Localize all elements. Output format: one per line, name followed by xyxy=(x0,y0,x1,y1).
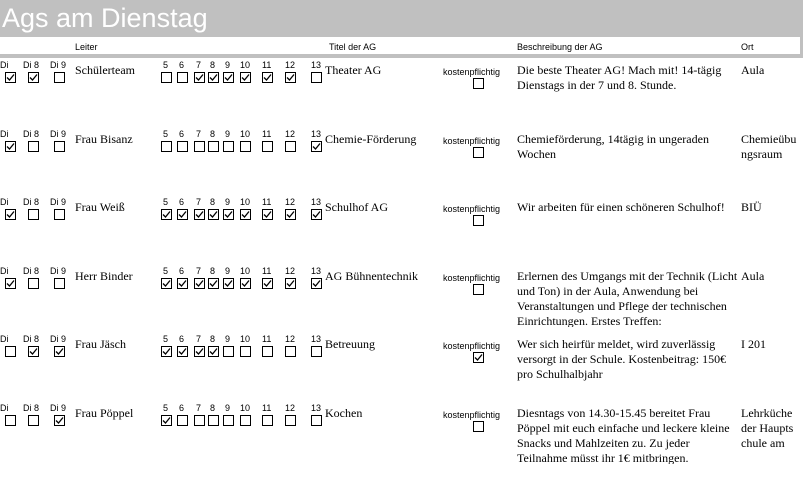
grade-checkbox[interactable] xyxy=(223,141,234,152)
grade-label: 7 xyxy=(196,197,202,207)
description-field[interactable]: Diesntags von 14.30-15.45 bereitet Frau Pöppel mit euch einfache und leckere kleine Snacks und Mahlzeiten zu. Zu jeder Teilnahme müsst ihr 1€ mitbringen. xyxy=(517,405,730,464)
grade-checkbox[interactable] xyxy=(208,72,219,83)
location-field[interactable]: Lehrküche der Hauptschule am xyxy=(741,405,794,450)
grade-checkbox[interactable] xyxy=(262,72,273,83)
cost-label: kostenpflichtig xyxy=(443,135,501,146)
cost-label: kostenpflichtig xyxy=(443,67,501,77)
grade-checkbox[interactable] xyxy=(161,141,172,152)
grade-checkbox[interactable] xyxy=(161,72,172,83)
grade-checkbox[interactable] xyxy=(285,141,296,152)
grade-label: 9 xyxy=(225,334,231,344)
grade-label: 10 xyxy=(240,334,251,344)
grade-label: 13 xyxy=(311,197,322,207)
record-row xyxy=(0,332,803,400)
day-checkbox[interactable] xyxy=(54,72,65,83)
grade-label: 12 xyxy=(285,197,296,207)
grade-checkbox[interactable] xyxy=(311,209,322,220)
grade-checkbox[interactable] xyxy=(223,278,234,289)
day-checkbox[interactable] xyxy=(28,209,39,220)
cost-label: kostenpflichtig xyxy=(443,409,501,420)
location-field[interactable]: Chemieübungsraum xyxy=(741,131,797,161)
grade-checkbox[interactable] xyxy=(161,415,172,426)
grade-checkbox[interactable] xyxy=(177,72,188,83)
grade-label: 7 xyxy=(196,265,202,276)
grade-label: 11 xyxy=(262,197,272,207)
ag-title-field[interactable]: Betreuung xyxy=(325,337,375,351)
header-title: Titel der AG xyxy=(329,42,377,52)
grade-label: 6 xyxy=(179,128,185,139)
grade-checkbox[interactable] xyxy=(285,72,296,83)
grade-checkbox[interactable] xyxy=(208,141,219,152)
day-label: Di 8 xyxy=(23,334,40,344)
day-checkbox[interactable] xyxy=(5,415,16,426)
description-field[interactable]: Wer sich heirfür meldet, wird zuverlässig versorgt in der Schule. Kostenbeitrag: 150€ pro Schulhalbjahr xyxy=(517,337,727,381)
day-label: Di xyxy=(0,60,9,70)
day-checkbox[interactable] xyxy=(28,346,39,357)
day-checkbox[interactable] xyxy=(5,209,16,220)
grade-label: 5 xyxy=(163,402,169,413)
grade-label: 11 xyxy=(262,334,272,344)
grade-label: 12 xyxy=(285,60,296,70)
cost-label: kostenpflichtig xyxy=(443,341,501,351)
day-label: Di 8 xyxy=(23,265,40,276)
grade-label: 13 xyxy=(311,265,322,276)
grade-checkbox[interactable] xyxy=(194,141,205,152)
grade-checkbox[interactable] xyxy=(262,346,273,357)
grade-checkbox[interactable] xyxy=(311,278,322,289)
day-label: Di 8 xyxy=(23,197,40,207)
day-checkbox[interactable] xyxy=(54,141,65,152)
grade-checkbox[interactable] xyxy=(208,415,219,426)
day-label: Di 8 xyxy=(23,128,40,139)
grade-label: 13 xyxy=(311,402,322,413)
day-label: Di xyxy=(0,197,9,207)
grade-label: 6 xyxy=(179,197,185,207)
leader-field[interactable]: Frau Weiß xyxy=(75,200,125,214)
grade-label: 5 xyxy=(163,334,169,344)
day-label: Di 8 xyxy=(23,402,40,413)
grade-label: 6 xyxy=(179,402,185,413)
grade-checkbox[interactable] xyxy=(262,141,273,152)
header-description: Beschreibung der AG xyxy=(517,42,603,52)
grade-label: 6 xyxy=(179,60,185,70)
day-checkbox[interactable] xyxy=(5,346,16,357)
record-row xyxy=(0,195,803,263)
day-checkbox[interactable] xyxy=(28,415,39,426)
grade-checkbox[interactable] xyxy=(177,209,188,220)
day-checkbox[interactable] xyxy=(54,415,65,426)
location-field[interactable]: Aula xyxy=(741,63,765,77)
day-label: Di 9 xyxy=(50,402,67,413)
grade-checkbox[interactable] xyxy=(311,141,322,152)
cost-checkbox[interactable] xyxy=(473,215,484,226)
grade-checkbox[interactable] xyxy=(223,209,234,220)
location-field[interactable]: I 201 xyxy=(741,337,766,351)
grade-checkbox[interactable] xyxy=(311,72,322,83)
grade-label: 6 xyxy=(179,334,185,344)
grade-checkbox[interactable] xyxy=(311,346,322,357)
cost-checkbox[interactable] xyxy=(473,284,484,295)
grade-checkbox[interactable] xyxy=(285,209,296,220)
day-checkbox[interactable] xyxy=(28,72,39,83)
grade-checkbox[interactable] xyxy=(194,346,205,357)
cost-checkbox[interactable] xyxy=(473,147,484,158)
grade-checkbox[interactable] xyxy=(194,278,205,289)
grade-checkbox[interactable] xyxy=(161,346,172,357)
grade-label: 8 xyxy=(210,265,216,276)
grade-checkbox[interactable] xyxy=(161,209,172,220)
ag-title-field[interactable]: AG Bühnentechnik xyxy=(325,268,418,283)
grade-label: 11 xyxy=(262,265,272,276)
record-row xyxy=(0,401,803,469)
grade-label: 11 xyxy=(262,402,272,413)
grade-checkbox[interactable] xyxy=(262,415,273,426)
grade-checkbox[interactable] xyxy=(161,278,172,289)
grade-label: 12 xyxy=(285,402,296,413)
description-field[interactable]: Chemieförderung, 14tägig in ungeraden Wochen xyxy=(517,131,709,161)
grade-label: 10 xyxy=(240,60,251,70)
cost-checkbox[interactable] xyxy=(473,352,484,363)
grade-label: 11 xyxy=(262,60,272,70)
grade-label: 5 xyxy=(163,197,169,207)
description-field[interactable]: Die beste Theater AG! Mach mit! 14-tägig Dienstags in der 7 und 8. Stunde. xyxy=(517,63,722,92)
cost-label: kostenpflichtig xyxy=(443,272,501,283)
day-checkbox[interactable] xyxy=(54,346,65,357)
grade-label: 13 xyxy=(311,334,322,344)
ag-title-field[interactable]: Theater AG xyxy=(325,63,382,77)
day-checkbox[interactable] xyxy=(5,72,16,83)
grade-label: 9 xyxy=(225,265,231,276)
location-field[interactable]: Aula xyxy=(741,268,765,283)
day-checkbox[interactable] xyxy=(28,141,39,152)
header-leader: Leiter xyxy=(75,42,98,52)
grade-checkbox[interactable] xyxy=(285,346,296,357)
grade-label: 13 xyxy=(311,128,322,139)
ag-title-field[interactable]: Chemie-Förderung xyxy=(325,131,417,146)
page-title: Ags am Dienstag xyxy=(2,3,208,33)
grade-checkbox[interactable] xyxy=(223,72,234,83)
grade-label: 12 xyxy=(285,128,296,139)
grade-checkbox[interactable] xyxy=(177,278,188,289)
grade-checkbox[interactable] xyxy=(223,346,234,357)
grade-checkbox[interactable] xyxy=(285,278,296,289)
grade-checkbox[interactable] xyxy=(285,415,296,426)
grade-label: 5 xyxy=(163,60,169,70)
grade-label: 12 xyxy=(285,265,296,276)
day-label: Di xyxy=(0,128,9,139)
cost-checkbox[interactable] xyxy=(473,78,484,89)
record-row xyxy=(0,264,803,332)
cost-checkbox[interactable] xyxy=(473,421,484,432)
day-label: Di 9 xyxy=(50,265,67,276)
grade-label: 9 xyxy=(225,60,231,70)
grade-checkbox[interactable] xyxy=(177,141,188,152)
grade-checkbox[interactable] xyxy=(240,278,251,289)
grade-label: 9 xyxy=(225,128,231,139)
grade-label: 7 xyxy=(196,60,202,70)
grade-label: 10 xyxy=(240,265,251,276)
grade-label: 6 xyxy=(179,265,185,276)
day-label: Di 9 xyxy=(50,128,67,139)
day-label: Di xyxy=(0,265,9,276)
grade-label: 11 xyxy=(262,128,272,139)
day-checkbox[interactable] xyxy=(5,141,16,152)
grade-checkbox[interactable] xyxy=(177,415,188,426)
grade-checkbox[interactable] xyxy=(208,209,219,220)
location-field[interactable]: BIÜ xyxy=(741,200,762,214)
grade-checkbox[interactable] xyxy=(262,209,273,220)
leader-field[interactable]: Frau Jäsch xyxy=(75,337,126,351)
grade-label: 8 xyxy=(210,402,216,413)
day-checkbox[interactable] xyxy=(5,278,16,289)
day-label: Di 9 xyxy=(50,334,67,344)
cost-label: kostenpflichtig xyxy=(443,204,501,214)
grade-checkbox[interactable] xyxy=(177,346,188,357)
grade-label: 9 xyxy=(225,197,231,207)
grade-label: 7 xyxy=(196,334,202,344)
grade-label: 8 xyxy=(210,334,216,344)
description-field[interactable]: Erlernen des Umgangs mit der Technik (Licht und Ton) in der Aula, Anwendung bei Veranstaltungen und Pflege der technischen Einrichtungen. Erstes Treffen: xyxy=(517,268,738,327)
grade-checkbox[interactable] xyxy=(240,415,251,426)
grade-checkbox[interactable] xyxy=(208,278,219,289)
day-label: Di 9 xyxy=(50,60,67,70)
ag-title-field[interactable]: Schulhof AG xyxy=(325,200,388,214)
title-bar xyxy=(0,0,803,37)
grade-label: 13 xyxy=(311,60,322,70)
record-row xyxy=(0,58,803,126)
leader-field[interactable]: Frau Bisanz xyxy=(75,131,133,146)
grade-checkbox[interactable] xyxy=(240,72,251,83)
grade-label: 5 xyxy=(163,128,169,139)
day-checkbox[interactable] xyxy=(28,278,39,289)
grade-label: 10 xyxy=(240,402,251,413)
grade-checkbox[interactable] xyxy=(240,346,251,357)
grade-label: 10 xyxy=(240,128,251,139)
day-label: Di xyxy=(0,402,9,413)
grade-checkbox[interactable] xyxy=(223,415,234,426)
grade-checkbox[interactable] xyxy=(240,209,251,220)
leader-field[interactable]: Schülerteam xyxy=(75,63,135,77)
record-row xyxy=(0,127,803,195)
day-label: Di 8 xyxy=(23,60,40,70)
day-checkbox[interactable] xyxy=(54,209,65,220)
grade-label: 7 xyxy=(196,402,202,413)
day-label: Di 9 xyxy=(50,197,67,207)
grade-checkbox[interactable] xyxy=(208,346,219,357)
grade-label: 8 xyxy=(210,128,216,139)
grade-label: 5 xyxy=(163,265,169,276)
grade-checkbox[interactable] xyxy=(311,415,322,426)
grade-label: 9 xyxy=(225,402,231,413)
day-label: Di xyxy=(0,334,9,344)
day-checkbox[interactable] xyxy=(54,278,65,289)
grade-checkbox[interactable] xyxy=(194,72,205,83)
grade-checkbox[interactable] xyxy=(194,209,205,220)
grade-label: 8 xyxy=(210,197,216,207)
grade-checkbox[interactable] xyxy=(240,141,251,152)
grade-checkbox[interactable] xyxy=(194,415,205,426)
ag-title-field[interactable]: Kochen xyxy=(325,405,363,420)
grade-checkbox[interactable] xyxy=(262,278,273,289)
grade-label: 10 xyxy=(240,197,251,207)
grade-label: 7 xyxy=(196,128,202,139)
leader-field[interactable]: Frau Pöppel xyxy=(75,405,134,420)
description-field[interactable]: Wir arbeiten für einen schöneren Schulhof! xyxy=(517,200,725,214)
leader-field[interactable]: Herr Binder xyxy=(75,268,133,283)
grade-label: 8 xyxy=(210,60,216,70)
grade-label: 12 xyxy=(285,334,296,344)
header-location: Ort xyxy=(741,42,754,52)
